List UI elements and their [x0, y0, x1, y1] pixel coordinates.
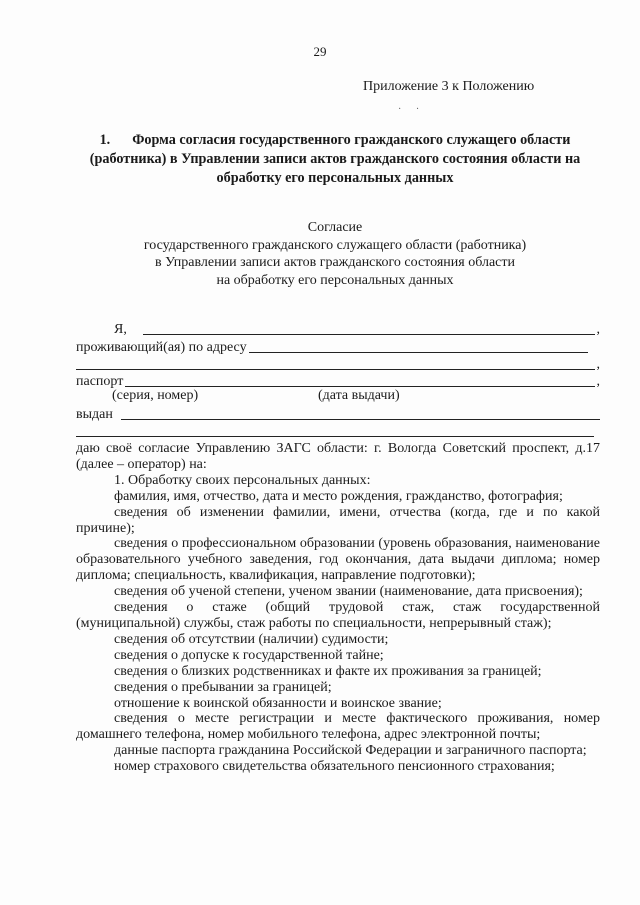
- body-paragraph: 1. Обработку своих персональных данных:: [114, 472, 371, 488]
- issued-label: выдан: [76, 407, 113, 422]
- address-field-2[interactable]: [76, 355, 595, 370]
- passport-label: паспорт: [76, 374, 124, 389]
- body-paragraph: фамилия, имя, отчество, дата и место рождения, гражданство, фотография;: [114, 488, 563, 504]
- body-paragraph: данные паспорта гражданина Российской Федерации и заграничного паспорта;: [114, 743, 587, 759]
- section-number: 1.: [99, 132, 111, 148]
- comma: ,: [596, 357, 600, 372]
- section-heading-text: Форма согласия государственного гражданского служащего области (работника) в Управлении записи актов гражданского состояния области на обработку его персональных данных: [89, 132, 581, 186]
- consent-body: [76, 441, 600, 775]
- consent-title-line: на обработку его персональных данных: [216, 272, 454, 288]
- consent-title-line: в Управлении записи актов гражданского состояния области: [155, 255, 515, 270]
- consent-title-line: Согласие: [307, 220, 363, 235]
- body-paragraph: сведения о стаже (общий трудовой стаж, стаж государственной (муниципальной) службы, стаж работы по специальности, непрерывный стаж);: [76, 600, 600, 631]
- passport-field[interactable]: [125, 372, 594, 387]
- scan-mark: · ·: [398, 104, 426, 115]
- comma: ,: [596, 374, 600, 389]
- name-row: [76, 320, 600, 338]
- section-heading: [70, 131, 600, 188]
- body-paragraph: сведения о профессиональном образовании (уровень образования, наименование образовательного учебного заведения, год окончания, дата выдачи диплома; номер диплома; специальность, квалификация, направление подготовки);: [76, 536, 600, 584]
- body-paragraph: сведения об изменении фамилии, имени, отчества (когда, где и по какой причине);: [76, 504, 600, 536]
- issued-field-2[interactable]: [76, 422, 594, 437]
- body-paragraph: номер страхового свидетельства обязательного пенсионного страхования;: [114, 759, 555, 775]
- comma: ,: [596, 322, 600, 337]
- body-paragraph: даю своё согласие Управлению ЗАГС области: г. Вологда Советский проспект, д.17 (далее – оператор) на:: [76, 441, 600, 472]
- series-hint: (серия, номер): [112, 388, 199, 403]
- name-field[interactable]: [143, 320, 595, 335]
- address-label: проживающий(ая) по адресу: [76, 340, 247, 355]
- address-row: [76, 338, 588, 356]
- issued-continuation-row: [76, 422, 594, 440]
- body-paragraph: сведения о допуске к государственной тайне;: [114, 647, 384, 663]
- issued-row: [76, 405, 600, 423]
- body-paragraph: сведения о близких родственниках и факте их проживания за границей;: [114, 663, 542, 679]
- body-paragraph: сведения об ученой степени, ученом звании (наименование, дата присвоения);: [114, 584, 583, 600]
- consent-title: [70, 219, 600, 289]
- page-number: 29: [313, 44, 327, 59]
- body-paragraph: сведения о пребывании за границей;: [114, 679, 332, 695]
- issued-field[interactable]: [121, 405, 600, 420]
- consent-title-line: государственного гражданского служащего области (работника): [143, 237, 527, 253]
- name-label: Я,: [114, 322, 127, 337]
- appendix-label: Приложение 3 к Положению: [363, 79, 535, 94]
- address-field[interactable]: [249, 338, 588, 353]
- address-continuation-row: [76, 355, 600, 373]
- date-hint: (дата выдачи): [318, 388, 400, 403]
- body-paragraph: сведения об отсутствии (наличии) судимости;: [114, 631, 389, 647]
- body-paragraph: отношение к воинской обязанности и воинское звание;: [114, 695, 442, 711]
- body-paragraph: сведения о месте регистрации и месте фактического проживания, номер домашнего телефона, номер мобильного телефона, адрес электронной почты;: [76, 711, 600, 743]
